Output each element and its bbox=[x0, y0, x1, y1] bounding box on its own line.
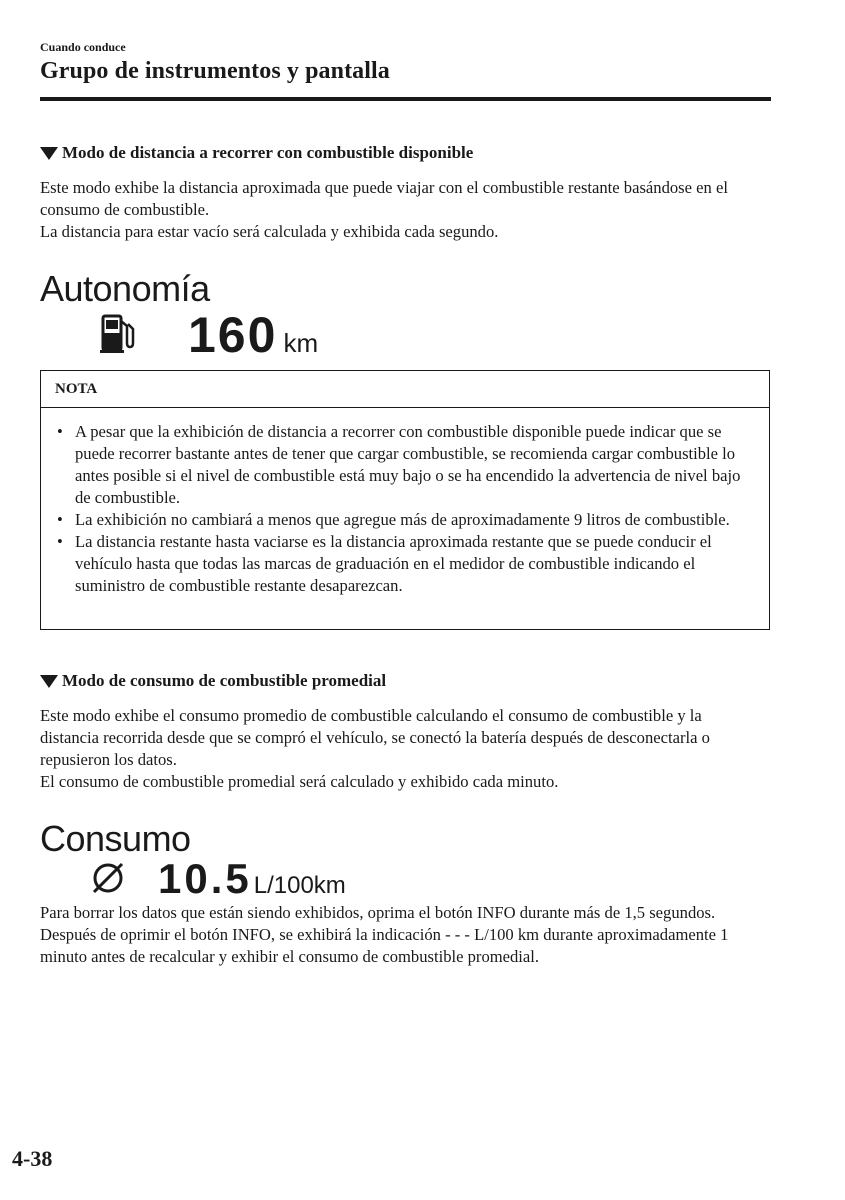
consumption-value: 10.5 bbox=[158, 855, 252, 902]
range-mode-heading-text: Modo de distancia a recorrer con combustible disponible bbox=[62, 143, 474, 162]
avg-mode-paragraph: El consumo de combustible promedial será calculado y exhibido cada minuto. bbox=[40, 772, 559, 791]
note-item: • A pesar que la exhibición de distancia a recorrer con combustible disponible puede indicar que se puede recorrer bastante antes de tener que cargar combustible, se recomienda cargar combustible lo antes posible si el nivel de combustible está muy bajo o se ha encendido la advertencia de nivel bajo de combustible. bbox=[57, 422, 741, 507]
range-unit: km bbox=[283, 328, 319, 358]
page-title: Grupo de instrumentos y pantalla bbox=[40, 58, 390, 84]
note-header bbox=[41, 371, 769, 408]
note-list bbox=[57, 421, 757, 597]
note-item-text: La exhibición no cambiará a menos que agregue más de aproximadamente 9 litros de combustible. bbox=[75, 510, 730, 529]
reset-instructions bbox=[40, 902, 770, 968]
section-kicker: Cuando conduce bbox=[40, 40, 126, 54]
page-number: 4-38 bbox=[12, 1146, 53, 1171]
note-title: NOTA bbox=[55, 381, 98, 397]
consumption-display-label: Consumo bbox=[40, 818, 191, 859]
note-item-text: La distancia restante hasta vaciarse es la distancia aproximada restante que se puede conducir el vehículo hasta que todas las marcas de graduación en el medidor de combustible indicando el suministro de combustible restante desaparezcan. bbox=[75, 532, 712, 595]
range-mode-heading bbox=[40, 143, 473, 163]
avg-mode-paragraph: Este modo exhibe el consumo promedio de combustible calculando el consumo de combustible y la distancia recorrida desde que se compró el vehículo, se conectó la batería después de desconectarla o repusieron los datos. bbox=[40, 706, 710, 769]
avg-mode-heading-text: Modo de consumo de combustible promedial bbox=[62, 671, 387, 690]
note-item-text: A pesar que la exhibición de distancia a recorrer con combustible disponible puede indicar que se puede recorrer bastante antes de tener que cargar combustible, se recomienda cargar combustible lo antes posible si el nivel de combustible está muy bajo o se ha encendido la advertencia de nivel bajo de combustible. bbox=[75, 422, 741, 507]
range-value: 160 bbox=[188, 307, 278, 363]
consumption-unit: L/100km bbox=[253, 872, 346, 899]
note-item: • La distancia restante hasta vaciarse es la distancia aproximada restante que se puede conducir el vehículo hasta que todas las marcas de graduación en el medidor de combustible indicando el suministro de combustible restante desaparezcan. bbox=[57, 532, 712, 595]
title-divider bbox=[40, 97, 771, 101]
range-mode-description bbox=[40, 177, 780, 243]
fuel-pump-icon bbox=[100, 313, 136, 355]
average-symbol-icon bbox=[90, 860, 126, 896]
range-display-label: Autonomía bbox=[40, 268, 210, 309]
note-box bbox=[40, 370, 770, 630]
range-mode-paragraph: La distancia para estar vacío será calculada y exhibida cada segundo. bbox=[40, 222, 499, 241]
avg-mode-heading bbox=[40, 671, 386, 691]
triangle-marker-icon bbox=[40, 675, 58, 688]
triangle-marker-icon bbox=[40, 147, 58, 160]
consumption-readout bbox=[158, 855, 346, 902]
reset-paragraph: Para borrar los datos que están siendo exhibidos, oprima el botón INFO durante más de 1,5 segundos. Después de oprimir el botón INFO, se exhibirá la indicación - - - L/100 km durante aproximadamente 1 minuto antes de recalcular y exhibir el consumo de combustible promedial. bbox=[40, 903, 729, 966]
range-mode-paragraph: Este modo exhibe la distancia aproximada que puede viajar con el combustible restante basándose en el consumo de combustible. bbox=[40, 178, 728, 219]
note-item: • La exhibición no cambiará a menos que agregue más de aproximadamente 9 litros de combustible. bbox=[57, 510, 730, 529]
range-readout bbox=[188, 307, 319, 363]
avg-mode-description bbox=[40, 705, 780, 793]
